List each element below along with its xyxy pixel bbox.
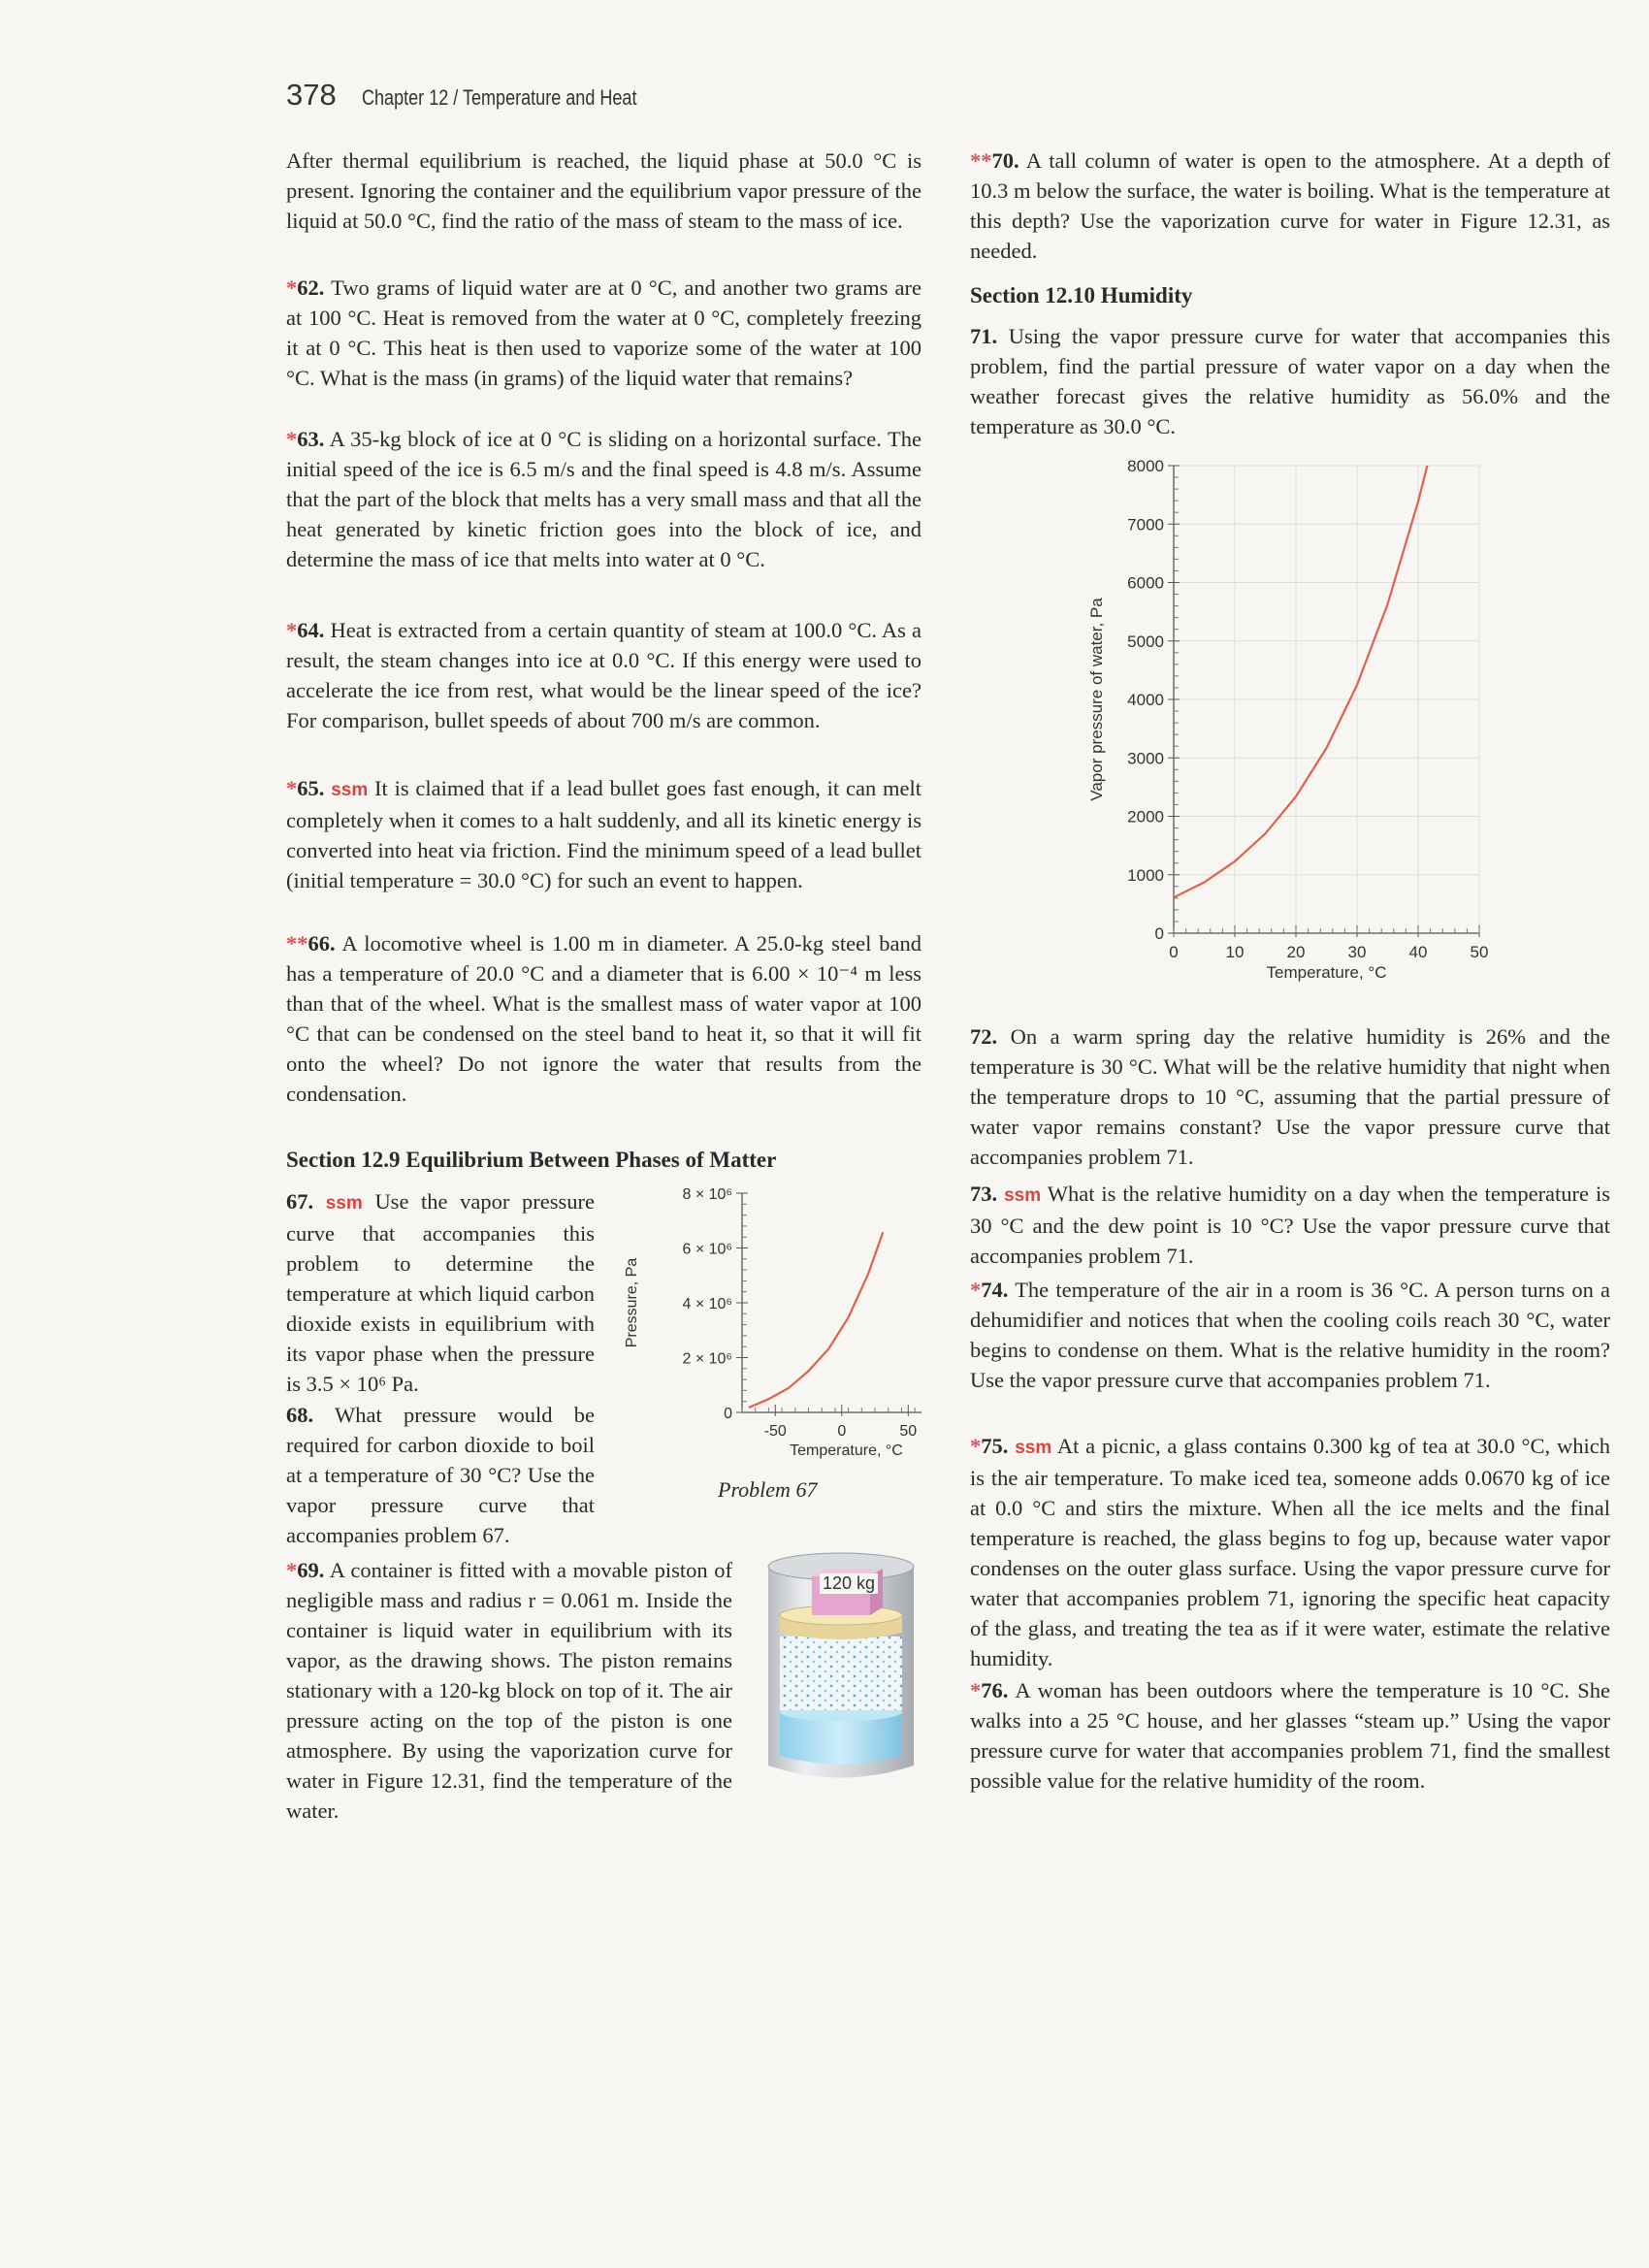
- problem-64: [286, 615, 922, 735]
- x-tick-label: 40: [1408, 943, 1428, 961]
- x-tick-label: 50: [1470, 943, 1489, 961]
- problem-71: [970, 321, 1610, 441]
- y-tick-label: 2000: [1127, 807, 1164, 826]
- y-tick-label: 6 × 10⁶: [682, 1241, 732, 1258]
- problem-text: What pressure would be required for carbon dioxide to boil at a temperature of 30 °C? Use the vapor pressure curve that accompanies problem 67.: [286, 1403, 596, 1547]
- problem-number: 73.: [970, 1182, 998, 1206]
- figure-caption-problem-67: Problem 67: [718, 1477, 818, 1502]
- problem-text: A locomotive wheel is 1.00 m in diameter. A 25.0-kg steel band has a temperature of 20.0 °C and a diameter that is 6.00 × 10⁻⁴ m less than that of the wheel. What is the smallest mass of water vapor at 100 °C that can be condensed on the steel band to heat it, so that it will fit onto the wheel? Do not ignore the water that results from the condensation.: [286, 931, 922, 1106]
- problem-68: [286, 1400, 595, 1550]
- water-vapor-pressure-chart: [1077, 446, 1504, 1009]
- x-axis-label: Temperature, °C: [790, 1442, 903, 1459]
- co2-vapor-pressure-chart: [611, 1183, 931, 1474]
- x-tick-label: 30: [1347, 943, 1367, 961]
- y-tick-label: 4 × 10⁶: [682, 1296, 732, 1312]
- y-tick-label: 5000: [1127, 632, 1164, 651]
- difficulty-star: *: [970, 1678, 982, 1702]
- problem-text: It is claimed that if a lead bullet goes fast enough, it can melt completely when it comes to a halt suddenly, and all its kinetic energy is converted into heat via friction. Find the minimum speed of a lead bullet (initial temperature = 30.0 °C) for such an event to happen.: [286, 776, 922, 892]
- problem-67: [286, 1186, 595, 1399]
- problem-74: [970, 1275, 1610, 1395]
- problem-69: [286, 1555, 732, 1826]
- y-tick-label: 0: [1154, 924, 1164, 943]
- problem-text: A 35-kg block of ice at 0 °C is sliding on a horizontal surface. The initial speed of the ice is 6.5 m/s and the final speed is 4.8 m/s. Assume that the part of the block that melts has a very small mass and that all the heat generated by kinetic friction goes into the block of ice, and determine the mass of ice that melts into water at 0 °C.: [286, 427, 922, 571]
- vapor-molecules: [780, 1636, 902, 1710]
- vapor-pressure-curve: [749, 1232, 883, 1408]
- problem-65: [286, 773, 922, 895]
- problem-70: [970, 146, 1610, 266]
- difficulty-star: *: [286, 1558, 298, 1582]
- problem-number: 75.: [981, 1434, 1009, 1458]
- problem-number: 64.: [297, 618, 325, 642]
- problem-text: Using the vapor pressure curve for water that accompanies this problem, find the partial pressure of water vapor on a day when the weather forecast gives the relative humidity as 56.0% and the temperature as 30.0 °C.: [970, 324, 1610, 438]
- problem-number: 65.: [297, 776, 325, 800]
- problem-text: A container is fitted with a movable piston of negligible mass and radius r = 0.061 m. Inside the container is liquid water in equilibrium with its vapor, as the drawing shows. The piston remains stationary with a 120-kg block on top of it. The air pressure acting on the top of the piston is one atmosphere. By using the vaporization curve for water in Figure 12.31, find the temperature of the water.: [286, 1558, 733, 1823]
- y-tick-label: 4000: [1127, 691, 1164, 709]
- problem-text: On a warm spring day the relative humidity is 26% and the temperature is 30 °C. What will be the relative humidity that night when the temperature drops to 10 °C, assuming that the partial pressure of water vapor remains constant? Use the vapor pressure curve that accompanies problem 71.: [970, 1024, 1610, 1169]
- x-tick-label: 50: [899, 1423, 918, 1440]
- problem-number: 67.: [286, 1189, 314, 1214]
- ssm-tag: ssm: [331, 780, 369, 800]
- y-tick-label: 6000: [1127, 573, 1164, 593]
- problem-text: Heat is extracted from a certain quantity of steam at 100.0 °C. As a result, the steam changes into ice at 0.0 °C. If this energy were used to accelerate the ice from rest, what would be the linear speed of the ice? For comparison, bullet speeds of about 700 m/s are common.: [286, 618, 922, 732]
- difficulty-star: *: [286, 776, 298, 800]
- x-tick-label: 0: [837, 1423, 847, 1440]
- problem-text: The temperature of the air in a room is 36 °C. A person turns on a dehumidifier and notices that when the cooling coils reach 30 °C, water begins to condense on them. What is the relative humidity in the room? Use the vapor pressure curve that accompanies problem 71.: [970, 1278, 1611, 1392]
- problem-text: A tall column of water is open to the atmosphere. At a depth of 10.3 m below the surface, the water is boiling. What is the temperature at this depth? Use the vaporization curve for water in Figure 12.31, as needed.: [970, 148, 1610, 263]
- problem-number: 68.: [286, 1403, 314, 1427]
- difficulty-star: *: [970, 1278, 982, 1302]
- x-tick-label: 0: [1169, 943, 1179, 961]
- x-tick-label: 10: [1225, 943, 1245, 961]
- x-tick-label: 20: [1286, 943, 1306, 961]
- page-number: 378: [286, 78, 337, 112]
- problem-61-continuation: [286, 146, 922, 236]
- y-tick-label: 8 × 10⁶: [682, 1186, 732, 1203]
- problem-number: 63.: [297, 427, 325, 451]
- problem-text: At a picnic, a glass contains 0.300 kg of tea at 30.0 °C, which is the air temperature. To make iced tea, someone adds 0.0670 kg of ice at 0.0 °C and stirs the mixture. When all the ice melts and the final temperature is reached, the glass begins to fog up, because water vapor condenses on the outer glass surface. Using the vapor pressure curve for water that accompanies problem 71, ignoring the specific heat capacity of the glass, and treating the tea as if it were water, estimate the relative humidity.: [970, 1434, 1610, 1670]
- ssm-tag: ssm: [325, 1193, 363, 1214]
- problem-72: [970, 1021, 1610, 1172]
- y-axis-label: Vapor pressure of water, Pa: [1087, 598, 1106, 801]
- x-axis-label: Temperature, °C: [1266, 963, 1387, 982]
- y-tick-label: 8000: [1127, 457, 1164, 475]
- problem-text: Use the vapor pressure curve that accompanies this problem to determine the temperature at which liquid carbon dioxide exists in equilibrium with its vapor phase when the pressure is 3.5 × 10⁶ Pa.: [286, 1189, 596, 1396]
- problem-number: 71.: [970, 324, 998, 348]
- problem-text: Two grams of liquid water are at 0 °C, and another two grams are at 100 °C. Heat is removed from the water at 0 °C, completely freezing it at 0 °C. This heat is then used to vaporize some of the water at 100 °C. What is the mass (in grams) of the liquid water that remains?: [286, 275, 922, 390]
- problem-66: [286, 928, 922, 1109]
- problem-number: 70.: [991, 148, 1019, 173]
- problem-number: 76.: [981, 1678, 1009, 1702]
- difficulty-star: *: [286, 618, 298, 642]
- page-header: [286, 78, 696, 113]
- difficulty-star: **: [286, 931, 308, 956]
- section-12-9-heading: Section 12.9 Equilibrium Between Phases of Matter: [286, 1148, 777, 1172]
- mass-block-label: 120 kg: [820, 1573, 878, 1594]
- y-tick-label: 2 × 10⁶: [682, 1350, 732, 1368]
- difficulty-star: *: [286, 427, 298, 451]
- y-tick-label: 7000: [1127, 515, 1164, 535]
- problem-number: 66.: [307, 931, 336, 956]
- ssm-tag: ssm: [1004, 1185, 1042, 1206]
- difficulty-star: *: [970, 1434, 982, 1458]
- problem-text: What is the relative humidity on a day when the temperature is 30 °C and the dew point is 10 °C? Use the vapor pressure curve that accompanies problem 71.: [970, 1182, 1611, 1268]
- problem-text: A woman has been outdoors where the temperature is 10 °C. She walks into a 25 °C house, and her glasses “steam up.” Using the vapor pressure curve for water that accompanies problem 71, find the smallest possible value for the relative humidity of the room.: [970, 1678, 1610, 1793]
- problem-number: 74.: [981, 1278, 1009, 1302]
- problem-text: After thermal equilibrium is reached, the liquid phase at 50.0 °C is present. Ignoring the container and the equilibrium vapor pressure of the liquid at 50.0 °C, find the ratio of the mass of steam to the mass of ice.: [286, 148, 922, 233]
- problem-75: [970, 1431, 1610, 1673]
- vapor-pressure-curve: [1174, 466, 1427, 897]
- problem-76: [970, 1675, 1610, 1796]
- problem-number: 62.: [297, 275, 325, 300]
- problem-63: [286, 424, 922, 574]
- y-tick-label: 1000: [1127, 865, 1164, 885]
- y-axis-label: Pressure, Pa: [624, 1257, 640, 1348]
- problem-62: [286, 273, 922, 393]
- chapter-title: Chapter 12 / Temperature and Heat: [361, 85, 637, 110]
- difficulty-star: *: [286, 275, 298, 300]
- ssm-tag: ssm: [1015, 1438, 1052, 1458]
- y-tick-label: 3000: [1127, 749, 1164, 768]
- section-12-10-heading: Section 12.10 Humidity: [970, 283, 1193, 308]
- problem-number: 69.: [297, 1558, 325, 1582]
- x-tick-label: -50: [763, 1423, 787, 1440]
- difficulty-star: **: [970, 148, 992, 173]
- y-tick-label: 0: [724, 1406, 732, 1422]
- problem-number: 72.: [970, 1024, 998, 1049]
- problem-73: [970, 1179, 1610, 1271]
